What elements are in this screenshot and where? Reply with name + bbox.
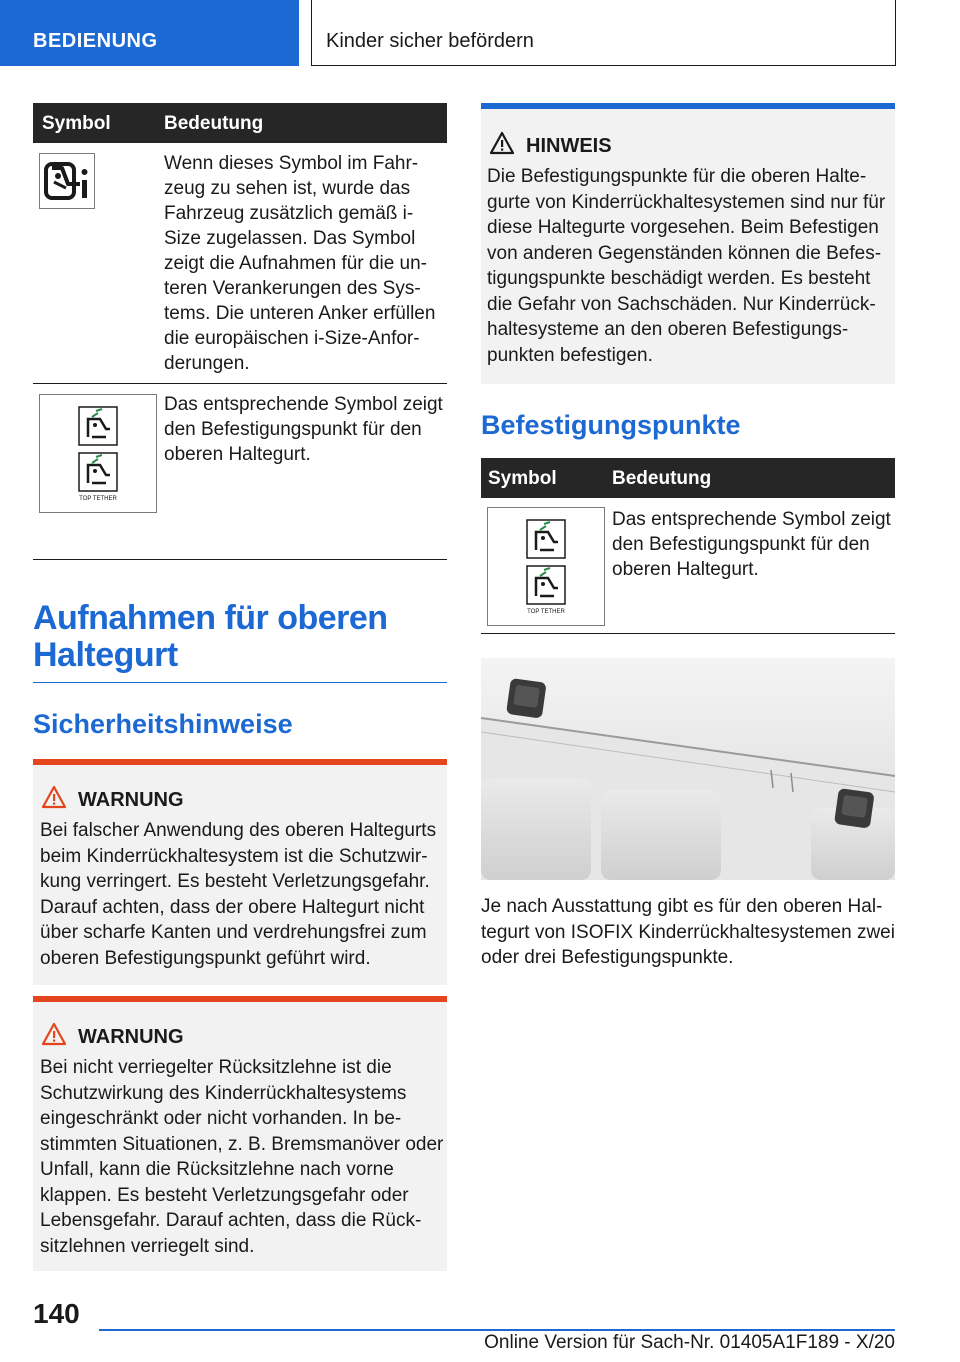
subsection-heading: Sicherheitshinweise: [33, 709, 293, 739]
column-header-meaning: Bedeutung: [612, 468, 712, 489]
chapter-title: Kinder sicher befördern: [326, 30, 534, 52]
hint-triangle-icon: [489, 131, 515, 155]
warning-triangle-icon: [41, 1022, 67, 1046]
top-tether-icon: [487, 507, 605, 626]
left-column: [33, 103, 447, 1271]
row-meaning: Das entsprechende Symbol zeigt den Befestigungspunkt für den oberen Haltegurt.: [164, 394, 443, 465]
section-heading: Aufnahmen für oberen Haltegurt: [33, 599, 388, 674]
warning-title: WARNUNG: [78, 1026, 184, 1048]
warning-text: Bei falscher Anwendung des oberen Haltegurts beim Kinderrückhaltesystem ist die Schutzwir-kung verringert. Es besteht Verletzungsgefahr. Darauf achten, dass der obere Haltegurt nicht über scharfe Kanten und verdrehungsfrei zum oberen Befestigungspunkt geführt wird.: [40, 820, 437, 969]
hint-title: HINWEIS: [526, 135, 612, 157]
column-header-symbol: Symbol: [488, 468, 557, 489]
column-header-symbol: Symbol: [42, 113, 111, 134]
row-meaning: Das entsprechende Symbol zeigt den Befestigungspunkt für den oberen Haltegurt.: [612, 509, 891, 580]
table-row: [33, 384, 447, 560]
subsection-heading: Befestigungspunkte: [481, 410, 741, 440]
page-number: 140: [33, 1298, 80, 1329]
top-tether-label: TOP TETHER: [79, 496, 117, 502]
warning-title: WARNUNG: [78, 789, 184, 811]
rear-seat-anchor-photo: [481, 658, 895, 880]
top-tether-icon: [39, 394, 157, 513]
hint-box: [481, 103, 895, 384]
online-version-note: Online Version für Sach-Nr. 01405A1F189 - X/20: [484, 1332, 895, 1353]
warning-text: Bei nicht verriegelter Rücksitzlehne ist die Schutzwirkung des Kinderrückhaltesystems eingeschränkt oder nicht vorhanden. In be-stimmten Situationen, z. B. Bremsmanöver oder Unfall, kann die Rücksitzlehne nach vorne klappen. Es besteht Verletzungsgefahr oder Lebensgefahr. Darauf achten, dass die Rück-sitzlehnen verriegelt sind.: [40, 1057, 444, 1257]
table-row: [33, 143, 447, 384]
column-header-meaning: Bedeutung: [164, 113, 264, 134]
right-column: [481, 103, 895, 971]
table-header: [33, 103, 447, 143]
warning-triangle-icon: [41, 785, 67, 809]
heading-divider: [33, 682, 447, 683]
section-tab: [0, 0, 299, 66]
table-row: [481, 498, 895, 634]
hint-text: Die Befestigungspunkte für die oberen Halte-gurte von Kinderrückhaltesystemen sind nur für diese Haltegurte vorgesehen. Beim Befestigen von anderen Gegenständen können die Befes-tigungspunkte beschädigt werden. Es besteht die Gefahr von Sachschäden. Nur Kinderrück-haltesysteme an den oberen Befestigungs-punkten befestigen.: [487, 166, 886, 366]
top-tether-label: TOP TETHER: [527, 609, 565, 615]
isize-seat-icon: [39, 153, 95, 209]
section-title: BEDIENUNG: [33, 30, 158, 52]
photo-caption: Je nach Ausstattung gibt es für den oberen Hal-tegurt von ISOFIX Kinderrückhaltesystemen zwei oder drei Befestigungspunkte.: [481, 896, 895, 968]
chapter-tab: [311, 0, 896, 66]
warning-box: [33, 759, 447, 985]
footer-divider: [99, 1329, 895, 1331]
table-header: [481, 458, 895, 498]
warning-box: [33, 996, 447, 1271]
row-meaning: Wenn dieses Symbol im Fahr-zeug zu sehen ist, wurde das Fahrzeug zusätzlich gemäß i-Size zugelassen. Das Symbol zeigt die Aufnahmen für die un-teren Verankerungen des Sys-tems. Die unteren Anker erfüllen die europäischen i-Size-Anfor-derungen.: [164, 153, 436, 374]
